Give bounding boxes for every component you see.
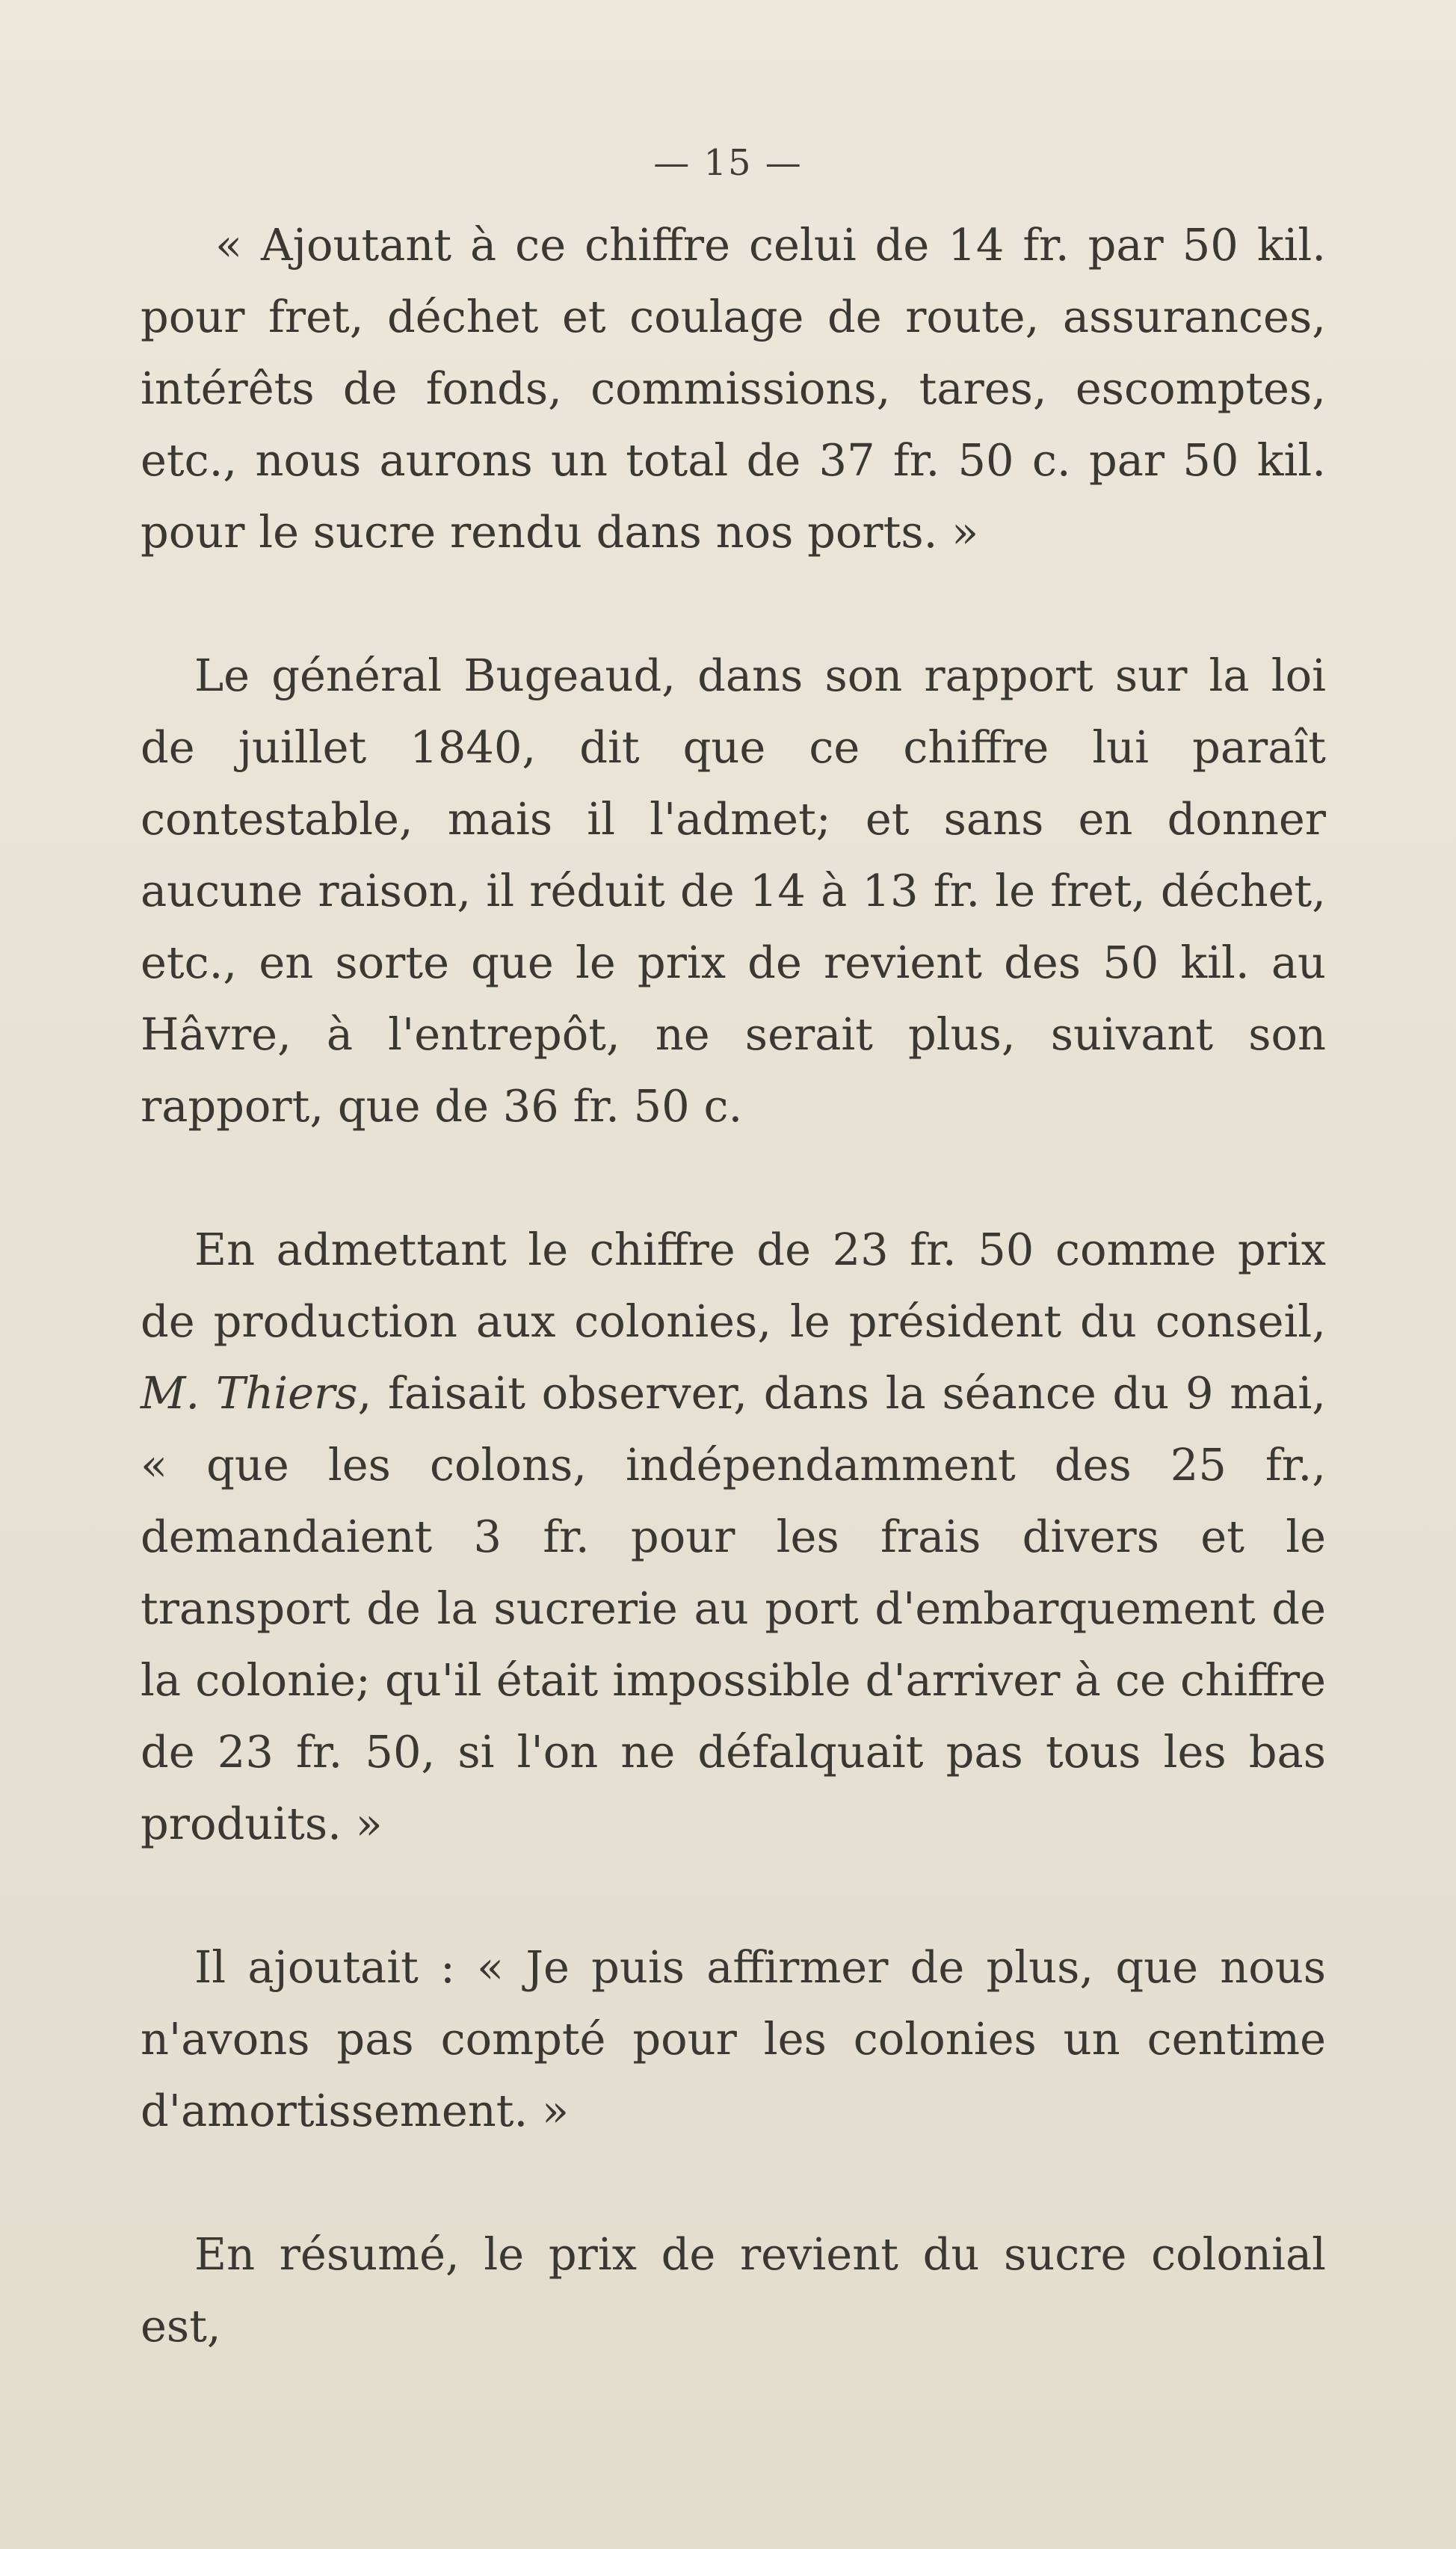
paragraph-thiers (141, 1214, 1326, 1860)
paragraph-resume: En résumé, le prix de revient du sucre colonial est, (141, 2228, 1326, 2352)
paragraph-quote-freight: « Ajoutant à ce chiffre celui de 14 fr. par 50 kil. pour fret, déchet et coulage de route, assurances, intérêts de fonds, commissions, tares, escomptes, etc., nous aurons un total de 37 fr. 50 c. par 50 kil. pour le sucre rendu dans nos ports. » (141, 219, 1326, 558)
body-text (141, 209, 1326, 2434)
paragraph-thiers-after: , faisait observer, dans la séance du 9 mai, « que les colons, indépendamment des 25 fr., demandaient 3 fr. pour les frais divers et le transport de la sucrerie au port d'embarquement de la colonie; qu'il était impossible d'arriver à ce chiffre de 23 fr. 50, si l'on ne défalquait pas tous les bas produits. » (141, 1367, 1326, 1849)
paragraph-thiers-before: En admettant le chiffre de 23 fr. 50 comme prix de production aux colonies, le président du conseil, (141, 1224, 1326, 1347)
paragraph-amortissement: Il ajoutait : « Je puis affirmer de plus, que nous n'avons pas compté pour les colonies un centime d'amortissement. » (141, 1941, 1326, 2136)
paragraph-bugeaud: Le général Bugeaud, dans son rapport sur la loi de juillet 1840, dit que ce chiffre lui paraît contestable, mais il l'admet; et sans en donner aucune raison, il réduit de 14 à 13 fr. le fret, déchet, etc., en sorte que le prix de revient des 50 kil. au Hâvre, à l'entrepôt, ne serait plus, suivant son rapport, que de 36 fr. 50 c. (141, 650, 1326, 1132)
page-number: — 15 — (653, 142, 803, 184)
thiers-name: M. Thiers (141, 1367, 358, 1419)
